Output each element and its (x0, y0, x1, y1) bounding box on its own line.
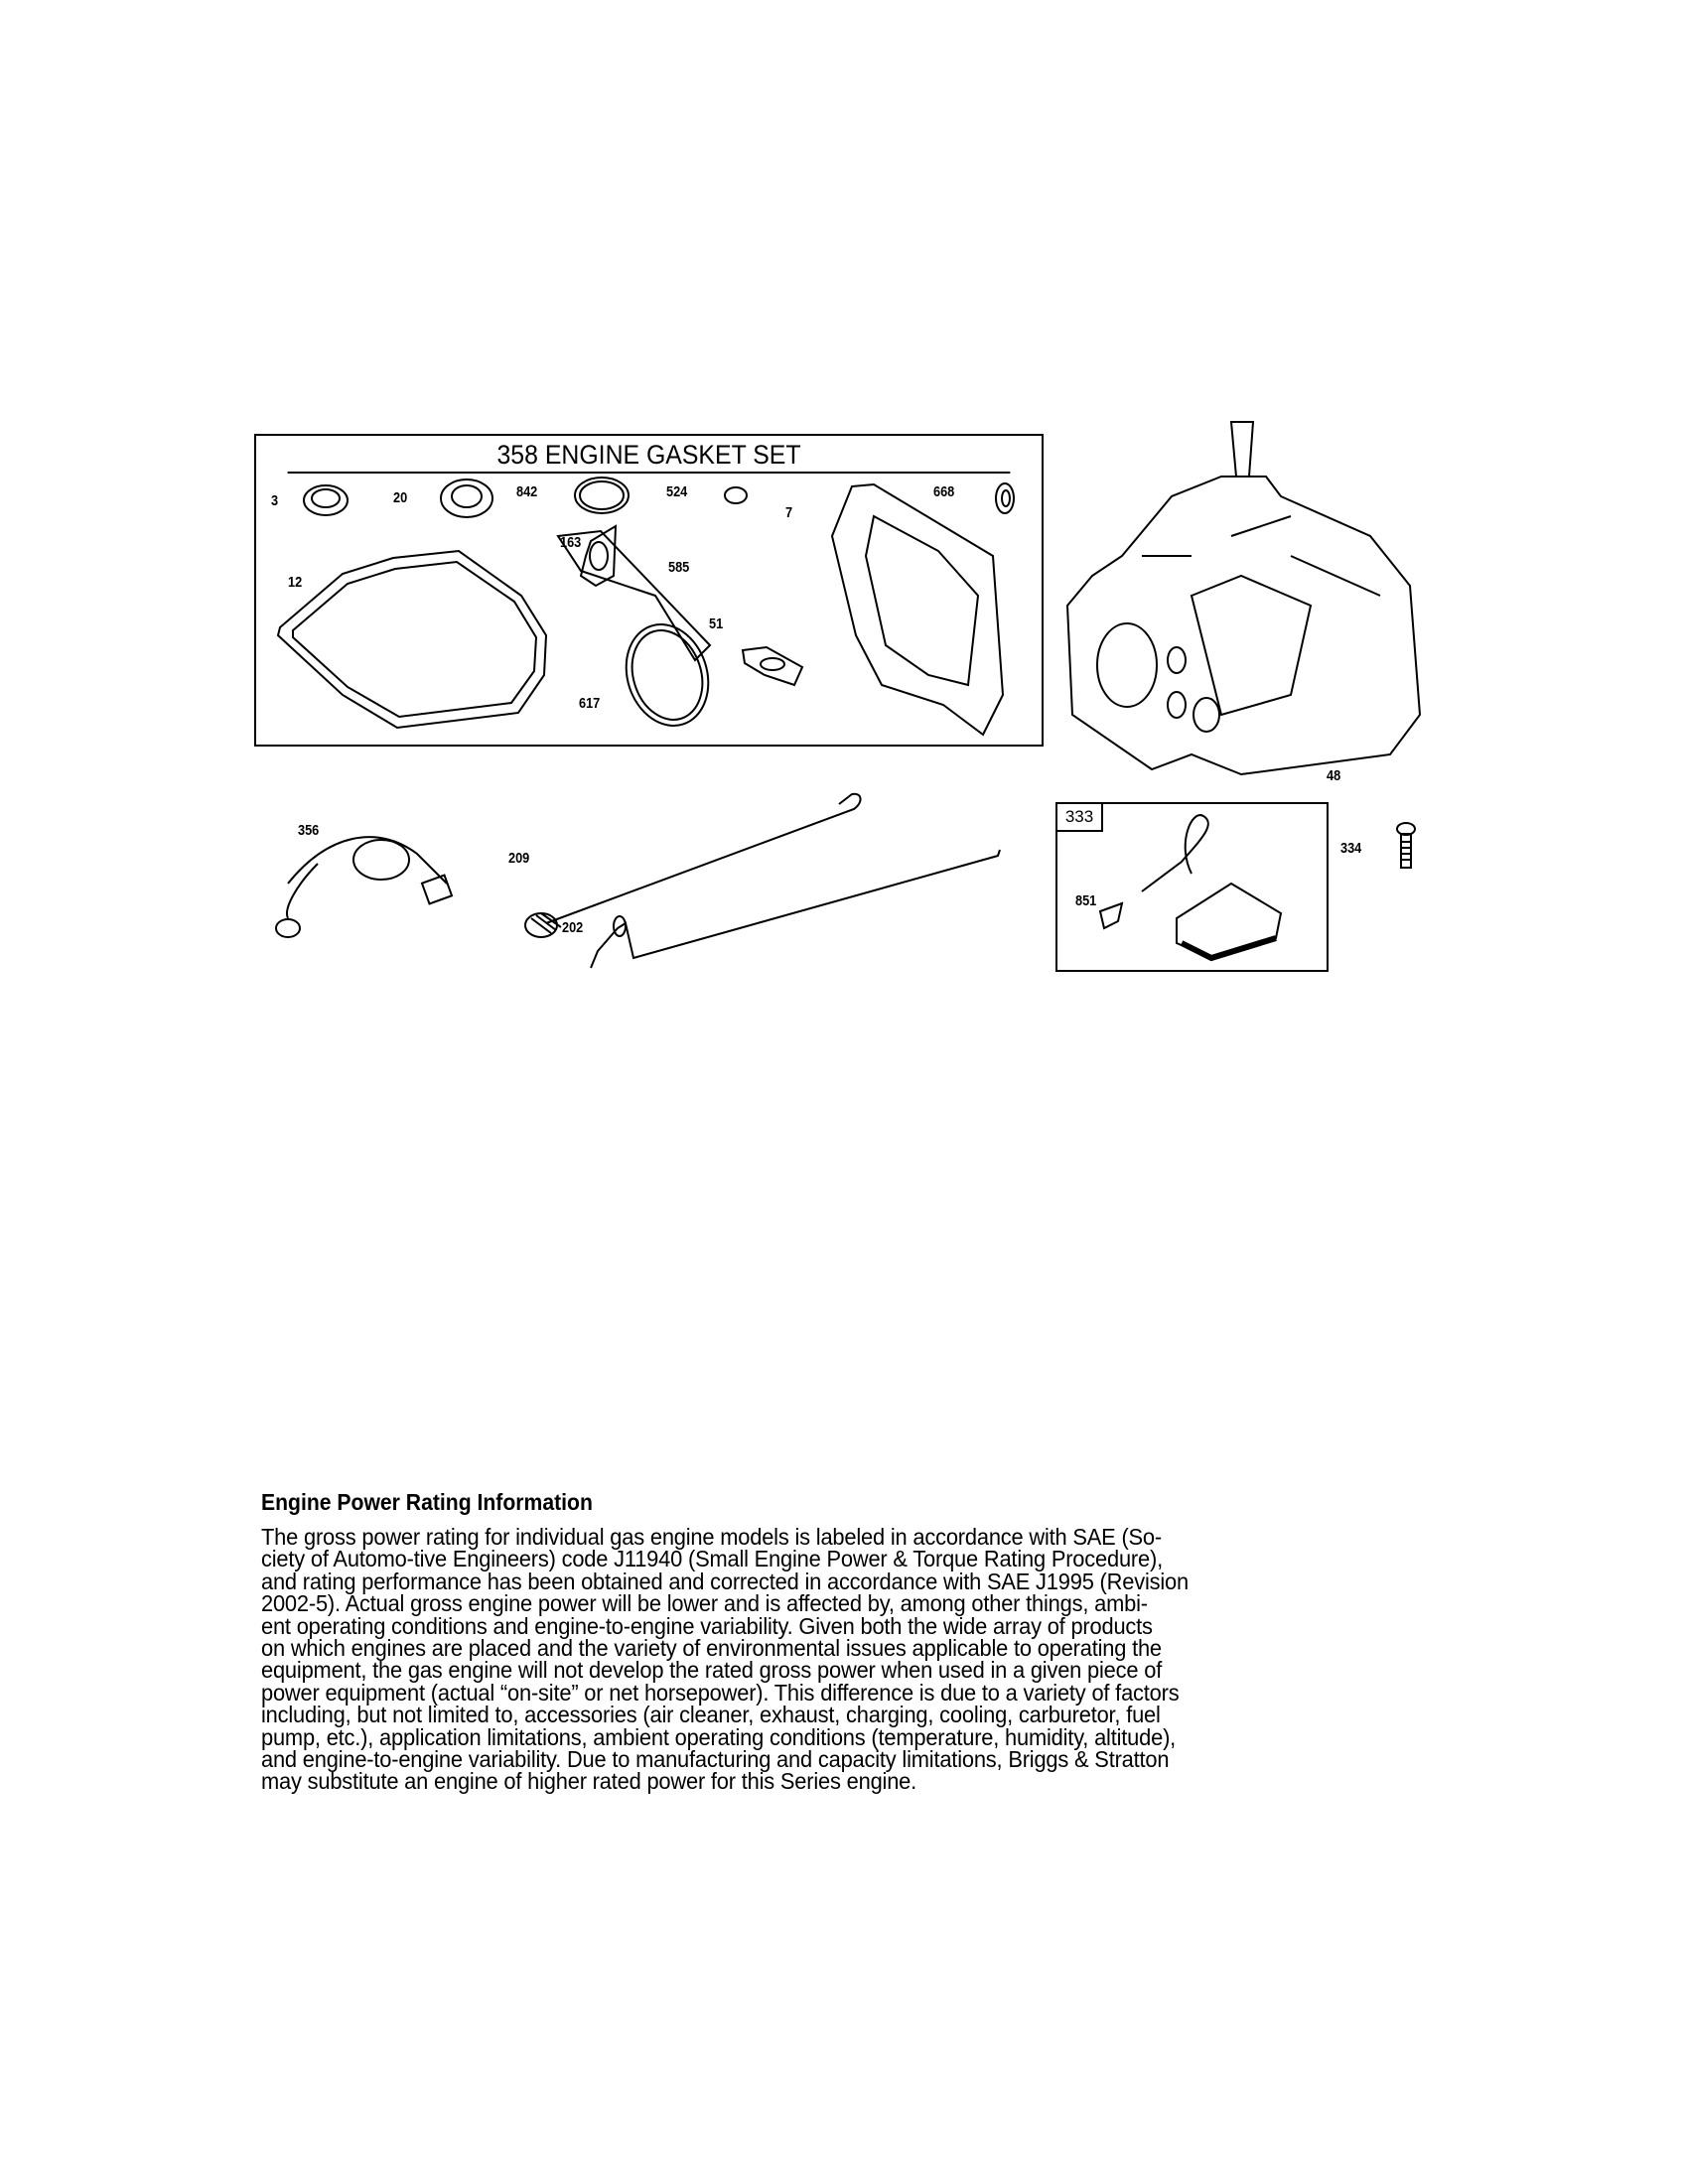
part-label-356: 356 (298, 822, 320, 839)
part-label-524: 524 (666, 483, 688, 500)
part-label-7: 7 (785, 504, 793, 521)
paragraph-line: 2002-5). Actual gross engine power will be lower and is affected by, among other things, ambi- (261, 1590, 1148, 1617)
part-label-163: 163 (560, 534, 582, 551)
power-rating-paragraph (261, 1526, 1423, 1793)
paragraph-line: power equipment (actual “on-site” or net horsepower). This difference is due to a variety of factors (261, 1679, 1180, 1706)
paragraph-line: pump, etc.), application limitations, ambient operating conditions (temperature, humidity, altitude), (261, 1723, 1177, 1750)
part-label-585: 585 (668, 559, 690, 576)
part-label-20: 20 (393, 489, 408, 506)
paragraph-line: ent operating conditions and engine-to-engine variability. Given both the wide array of products (261, 1612, 1153, 1639)
spring-209-icon (525, 794, 861, 937)
wire-harness-356-icon (276, 837, 452, 937)
part-tag-333: 333 (1057, 804, 1103, 832)
ignition-armature-box (1055, 802, 1329, 972)
paragraph-line: The gross power rating for individual gas engine models is labeled in accordance with SAE (So- (261, 1524, 1162, 1550)
part-label-48: 48 (1327, 767, 1341, 784)
paragraph-line: and rating performance has been obtained and corrected in accordance with SAE J1995 (Revision (261, 1568, 1189, 1594)
paragraph-line: including, but not limited to, accessories (air cleaner, exhaust, charging, cooling, carburetor, fuel (261, 1702, 1161, 1728)
paragraph-line: on which engines are placed and the variety of environmental issues applicable to operating the (261, 1635, 1162, 1662)
part-label-842: 842 (516, 483, 538, 500)
engine-block-48-icon (1067, 422, 1420, 774)
part-label-617: 617 (579, 695, 601, 712)
gasket-set-title: 358 ENGINE GASKET SET (288, 436, 1011, 474)
gasket-set-box (254, 434, 1044, 747)
part-label-12: 12 (288, 574, 303, 591)
part-label-202: 202 (562, 919, 584, 936)
paragraph-line: equipment, the gas engine will not develop the rated gross power when used in a given piece of (261, 1657, 1163, 1684)
part-label-334: 334 (1340, 840, 1362, 857)
part-label-851: 851 (1075, 892, 1097, 909)
part-label-668: 668 (933, 483, 955, 500)
bolt-334-icon (1397, 823, 1415, 868)
paragraph-line: ciety of Automo-tive Engineers) code J11940 (Small Engine Power & Torque Rating Procedure), (261, 1546, 1163, 1572)
power-rating-heading: Engine Power Rating Information (261, 1489, 593, 1515)
link-202-icon (591, 850, 1000, 968)
part-label-3: 3 (271, 492, 279, 509)
paragraph-line: and engine-to-engine variability. Due to manufacturing and capacity limitations, Briggs & Stratton (261, 1746, 1170, 1773)
paragraph-line: may substitute an engine of higher rated power for this Series engine. (261, 1768, 917, 1795)
part-label-51: 51 (709, 615, 724, 632)
part-label-209: 209 (508, 850, 530, 867)
